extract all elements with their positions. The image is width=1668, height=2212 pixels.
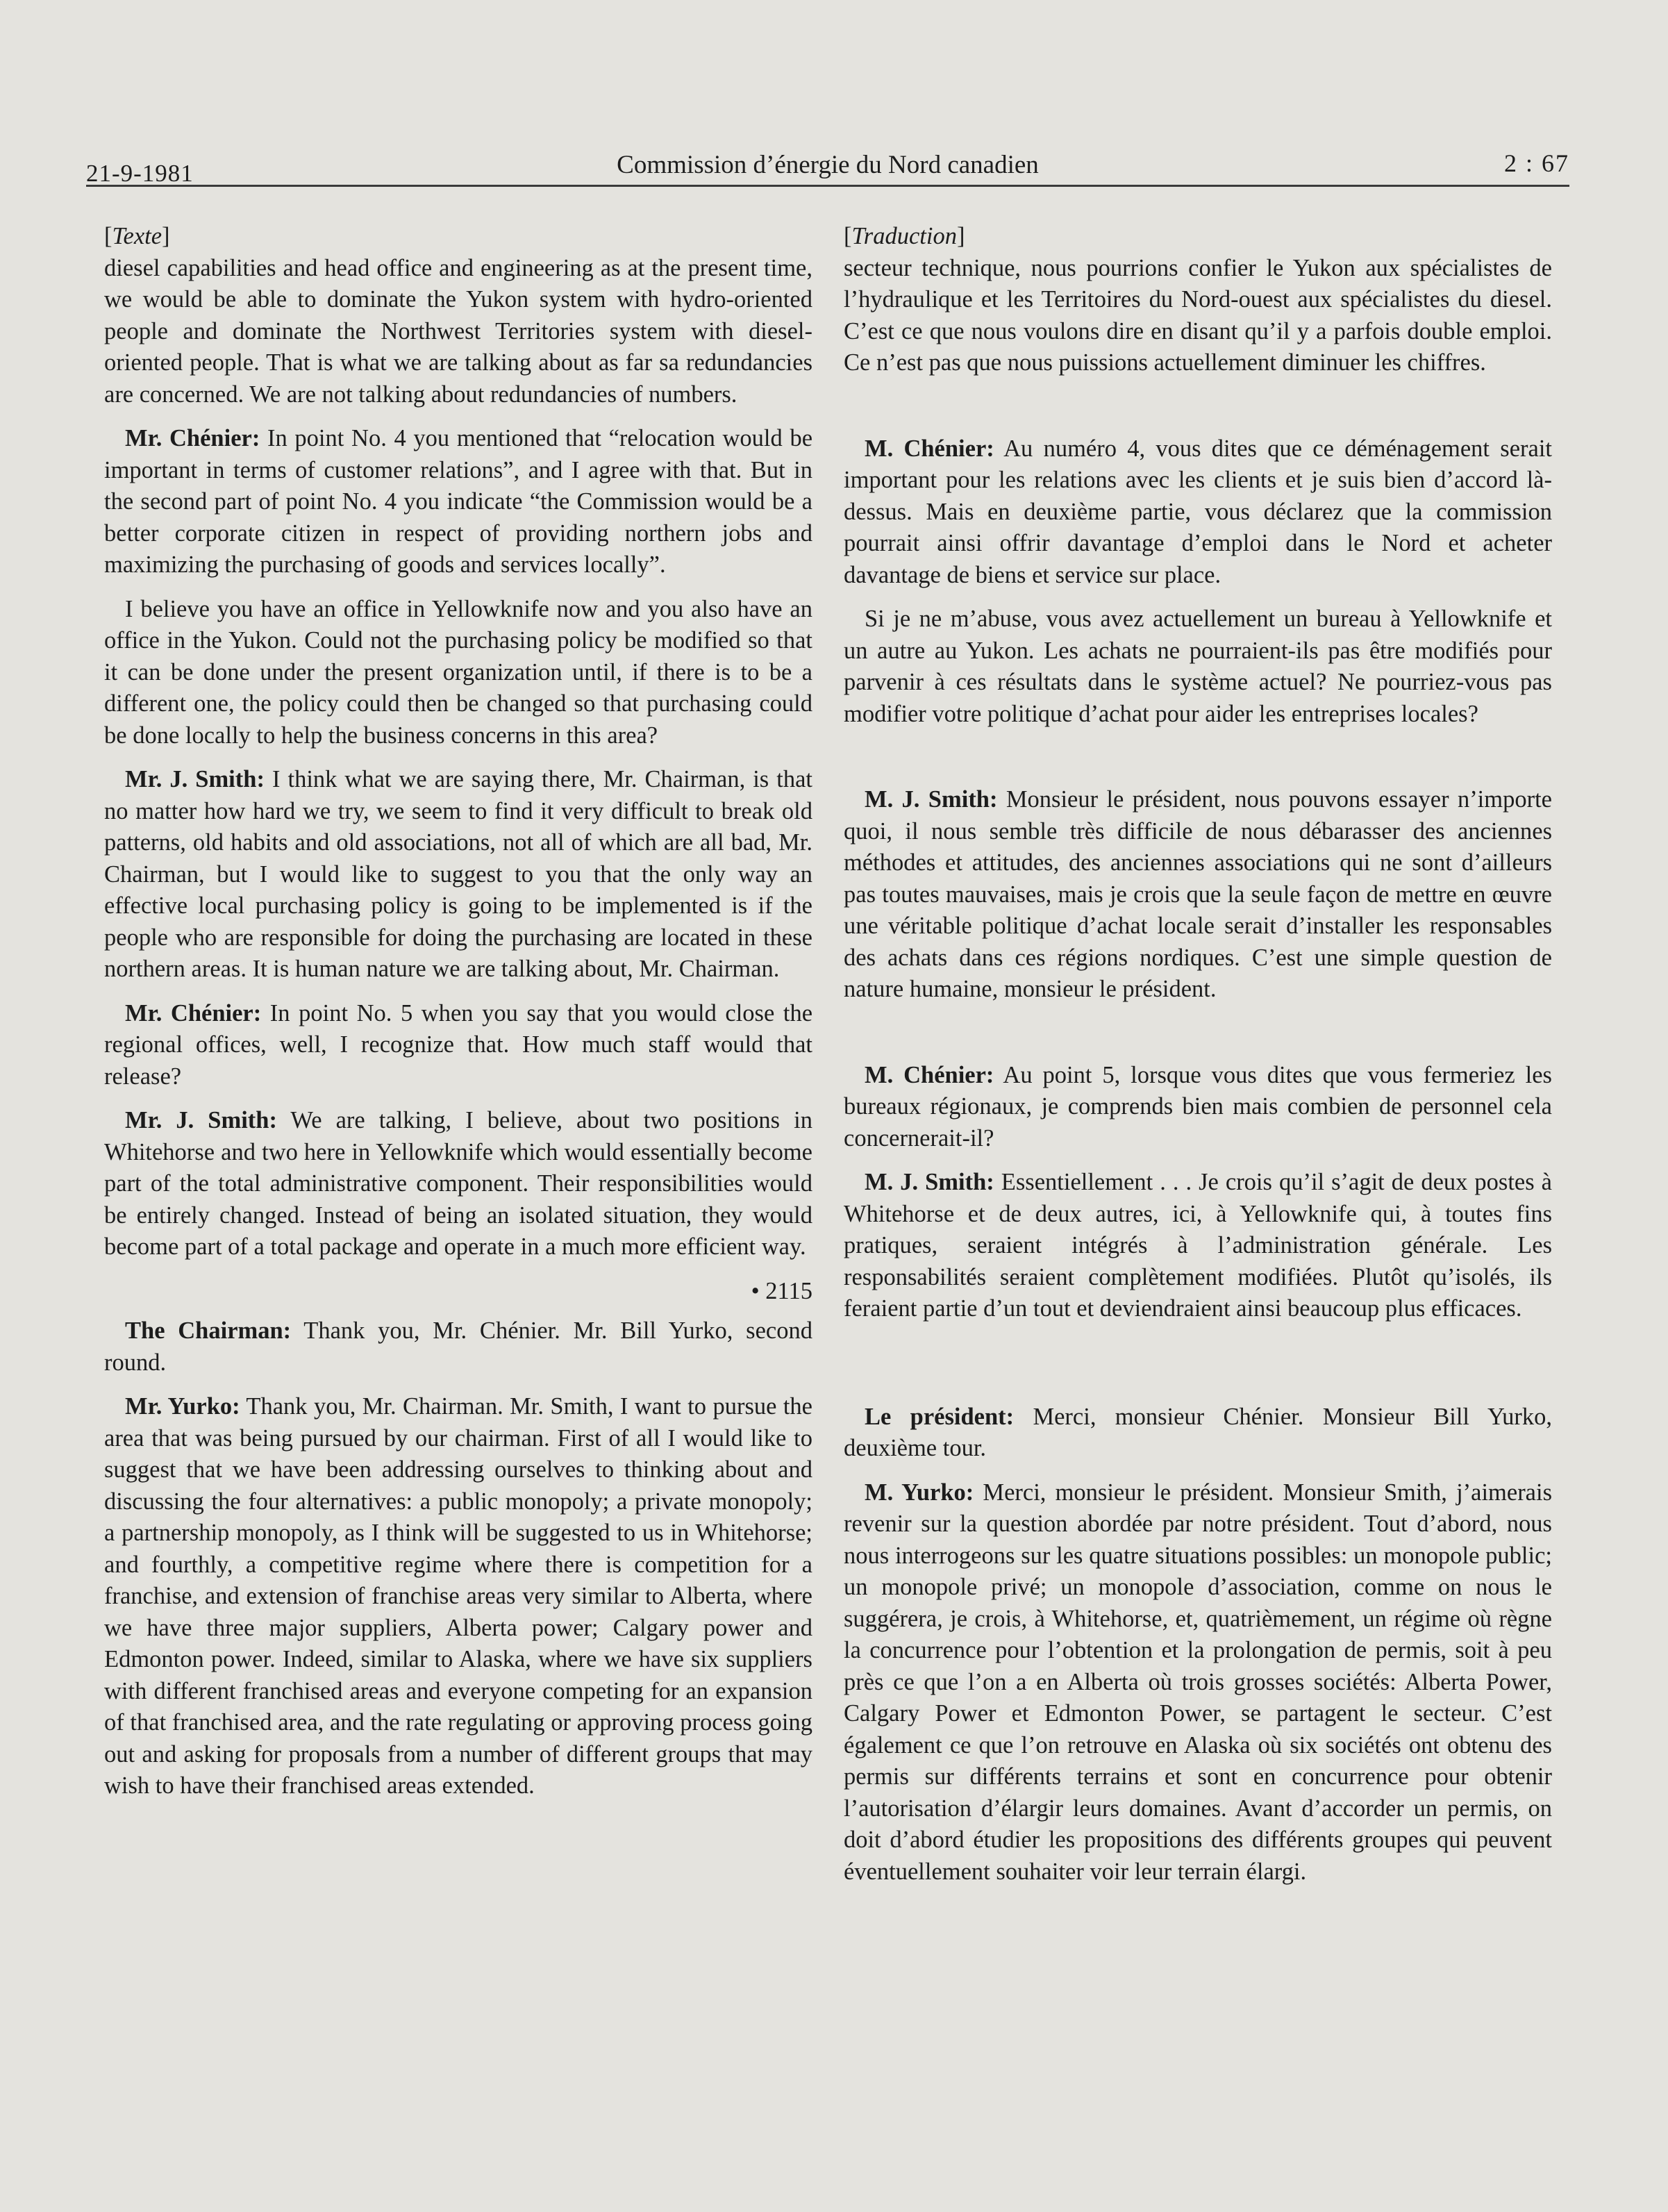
speaker-name: Mr. Chénier: <box>125 999 262 1026</box>
paragraph: M. J. Smith: Essentiellement . . . Je crois qu’il s’agit de deux postes à Whitehorse et de deux autres, ici, à Yellowknife qui, à toutes fins pratiques, seraient intégrés à l’administration générale. Les responsabilités seraient complètement modifiées. Plutôt qu’isolés, ils feraient partie d’un tout et deviendraient ainsi beaucoup plus efficaces. <box>844 1169 1552 1322</box>
speaker-name: M. J. Smith: <box>865 1169 994 1195</box>
speaker-name: M. J. Smith: <box>865 786 998 813</box>
paragraph: Mr. Chénier: In point No. 4 you mentioned that “relocation would be important in terms of customer relations”, and I agree with that. But in the second part of point No. 4 you indicate “the Commission would be a better corporate citizen in respect of providing northern jobs and maximizing the purchasing of goods and services locally”. <box>104 425 813 578</box>
french-column <box>844 221 1552 1900</box>
paragraph: Le président: Merci, monsieur Chénier. Monsieur Bill Yurko, deuxième tour. <box>844 1403 1552 1461</box>
speaker-name: M. Chénier: <box>865 435 994 462</box>
paragraph: M. J. Smith: Monsieur le président, nous pouvons essayer n’importe quoi, il nous semble très difficile de nous débarasser des anciennes méthodes et attitudes, des anciennes associations qui ne sont d’ailleurs pas toutes mauvaises, mais je crois que la seule façon de mettre en œuvre une véritable politique d’achat locale serait d’installer les responsables des achats dans ces régions nordiques. C’est une simple question de nature humaine, monsieur le président. <box>844 786 1552 1002</box>
speaker-name: Mr. Yurko: <box>125 1393 240 1420</box>
speaker-name: Mr. J. Smith: <box>125 766 265 792</box>
paragraph: I believe you have an office in Yellowknife now and you also have an office in the Yukon. Could not the purchasing policy be modified so that it can be done under the present organization until, if there is to be a different one, the policy could then be changed so that purchasing could be done locally to help the business concerns in this area? <box>104 595 812 749</box>
paragraph: Mr. Yurko: Thank you, Mr. Chairman. Mr. Smith, I want to pursue the area that was being pursued by our chairman. First of all I would like to suggest that we have been addressing ourselves to thinking about and discussing the four alternatives: a public monopoly; a private monopoly; a partnership monopoly, as I think will be suggested to us in Whitehorse; and fourthly, a competitive regime where there is competition for a franchise, and extension of franchise areas very similar to Alberta, where we have three major suppliers, Alberta power; Calgary power and Edmonton power. Indeed, similar to Alaska, where we have six suppliers with different franchised areas and everyone competing for an expansion of that franchised area, and the rate regulating or approving process going out and asking for proposals from a number of different groups that may wish to have their franchised areas extended. <box>104 1393 812 1799</box>
time-marker: • 2115 <box>751 1277 812 1304</box>
header-title: Commission d’énergie du Nord canadien <box>617 151 1039 179</box>
speaker-name: M. Yurko: <box>865 1479 974 1506</box>
paragraph: diesel capabilities and head office and engineering as at the present time, we would be able to dominate the Yukon system with hydro-oriented people and dominate the Northwest Territories system with diesel-oriented people. That is what we are talking about as far sa redundancies are concerned. We are not talking about redundancies of numbers. <box>104 254 812 408</box>
paragraph: The Chairman: Thank you, Mr. Chénier. Mr. Bill Yurko, second round. <box>104 1317 812 1376</box>
paragraph: M. Chénier: Au point 5, lorsque vous dites que vous fermeriez les bureaux régionaux, je comprends bien mais combien de personnel cela concernerait-il? <box>844 1061 1552 1151</box>
header-page-number: 2 : 67 <box>1503 149 1569 177</box>
paragraph: M. Yurko: Merci, monsieur le président. Monsieur Smith, j’aimerais revenir sur la question abordée par notre président. Tout d’abord, nous nous interrogeons sur les quatre situations possibles: un monopole public; un monopole privé; un monopole d’association, comme on nous le suggérera, je crois, à Whitehorse, et, quatrièmement, un régime où règne la concurrence pour l’obtention et la prolongation de permis, soit à peu près ce que l’on a en Alberta où trois grosses sociétés: Alberta Power, Calgary Power et Edmonton Power, se partagent le secteur. C’est également ce que l’on retrouve en Alaska où six sociétés ont obtenu des permis sur différents terrains et sont en concurrence pour obtenir l’autorisation d’élargir leurs domaines. Avant d’accorder un permis, on doit d’abord étudier les propositions des différents groupes qui peuvent éventuellement souhaiter voir leur terrain élargi. <box>844 1479 1553 1885</box>
header-date: 21-9-1981 <box>86 160 194 187</box>
paragraph: secteur technique, nous pourrions confier le Yukon aux spécialistes de l’hydraulique et les Territoires du Nord-ouest aux spécialistes du diesel. C’est ce que nous voulons dire en disant qu’il y a parfois double emploi. Ce n’est pas que nous puissions actuellement diminuer les chiffres. <box>844 254 1552 376</box>
speaker-name: Le président: <box>865 1403 1015 1430</box>
paragraph: M. Chénier: Au numéro 4, vous dites que ce déménagement serait important pour les relations avec les clients et je suis bien d’accord là-dessus. Mais en deuxième partie, vous déclarez que la commission pourrait ainsi offrir davantage d’emploi dans le Nord et acheter davantage de biens et service sur place. <box>844 435 1552 588</box>
paragraph: Mr. J. Smith: I think what we are saying there, Mr. Chairman, is that no matter how hard we try, we seem to find it very difficult to break old patterns, old habits and old associations, not all of which are all bad, Mr. Chairman, but I would like to suggest to you that the only way an effective local purchasing policy is going to be implemented is if the people who are responsible for doing the purchasing are located in these northern areas. It is human nature we are talking about, Mr. Chairman. <box>104 766 812 982</box>
speaker-name: Mr. J. Smith: <box>125 1107 277 1133</box>
speaker-name: Mr. Chénier: <box>125 425 260 451</box>
paragraph: Mr. Chénier: In point No. 5 when you say that you would close the regional offices, well, I recognize that. How much staff would that release? <box>104 999 813 1090</box>
paragraph: Mr. J. Smith: We are talking, I believe, about two positions in Whitehorse and two here in Yellowknife which would essentially become part of the total administrative component. Their responsibilities would be entirely changed. Instead of being an isolated situation, they would become part of a total package and operate in a much more efficient way. <box>104 1107 812 1260</box>
paragraph: Si je ne m’abuse, vous avez actuellement un bureau à Yellowknife et un autre au Yukon. Les achats ne pourraient-ils pas être modifiés pour parvenir à ces résultats dans le système actuel? Ne pourriez-vous pas modifier votre politique d’achat pour aider les entreprises locales? <box>844 606 1552 727</box>
speaker-name: The Chairman: <box>125 1317 292 1344</box>
english-column <box>104 221 812 1815</box>
speaker-name: M. Chénier: <box>865 1061 994 1088</box>
column-label: [Texte] <box>104 223 170 249</box>
page-header <box>86 143 1569 187</box>
column-label: [Traduction] <box>844 223 965 249</box>
